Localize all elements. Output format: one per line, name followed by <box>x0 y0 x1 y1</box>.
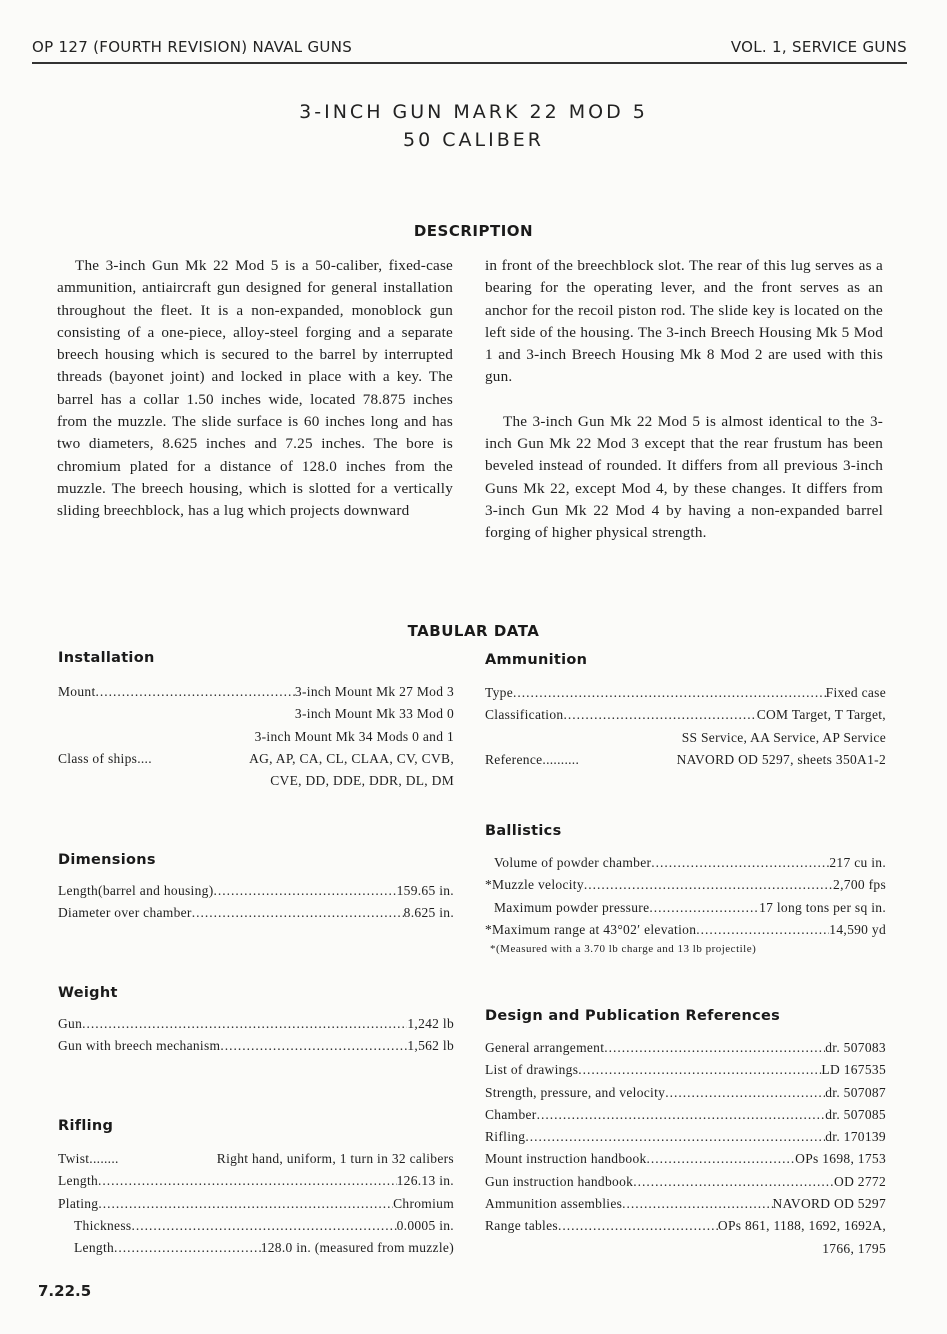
table-row <box>58 681 454 703</box>
row-value: 2,700 fps <box>833 877 886 893</box>
table-row <box>485 1104 886 1126</box>
header-rule <box>32 62 907 64</box>
row-label: Length(barrel and housing) <box>58 883 214 898</box>
row-value: OPs 1698, 1753 <box>795 1151 886 1167</box>
table-row <box>485 749 886 771</box>
table-row <box>58 1193 454 1215</box>
table-row <box>485 852 886 874</box>
table-row <box>485 919 886 941</box>
rifling-table <box>58 1148 454 1259</box>
row-value: NAVORD OD 5297, sheets 350A1-2 <box>676 751 886 767</box>
table-row <box>485 874 886 896</box>
row-label: Gun instruction handbook <box>485 1173 634 1189</box>
table-row <box>485 1193 886 1215</box>
table-row <box>58 1237 454 1259</box>
description-heading: DESCRIPTION <box>413 222 534 240</box>
row-label: List of drawings <box>485 1062 579 1078</box>
tabular-heading: TABULAR DATA <box>407 622 540 640</box>
row-value: NAVORD OD 5297 <box>772 1196 886 1212</box>
row-label: Mount instruction handbook <box>485 1151 647 1167</box>
row-label: *Maximum range at 43°02′ elevation <box>485 921 697 937</box>
table-row <box>485 897 886 919</box>
row-value: LD 167535 <box>821 1062 886 1078</box>
row-label: Chamber <box>485 1106 537 1122</box>
title-line-2: 50 CALIBER <box>403 129 544 151</box>
row-value: dr. 507083 <box>825 1040 886 1055</box>
description-paragraph: in front of the breechblock slot. The rear of this lug serves as a bearing for the operating lever, and the front serves as an anchor for the recoil piston rod. The slide key is located on the left side of the housing. The 3-inch Breech Housing Mk 5 Mod 1 and 3-inch Breech Housing Mk 8 Mod 2 are used with this gun. <box>485 257 883 386</box>
row-value: dr. 507085 <box>825 1106 886 1122</box>
table-row <box>58 748 454 770</box>
table-row <box>485 1171 886 1193</box>
row-value: COM Target, T Target, <box>756 707 886 723</box>
row-label: Classification <box>485 707 564 723</box>
row-label: Strength, pressure, and velocity <box>485 1084 666 1100</box>
row-value: 126.13 in. <box>396 1173 454 1189</box>
header-right: VOL. 1, SERVICE GUNS <box>730 38 907 56</box>
ballistics-heading: Ballistics <box>485 823 562 839</box>
row-label: Class of ships.... <box>58 750 152 766</box>
header-left: OP 127 (FOURTH REVISION) NAVAL GUNS <box>32 38 353 56</box>
table-row <box>58 1215 454 1237</box>
row-value: Chromium <box>393 1195 454 1211</box>
weight-heading: Weight <box>58 985 118 1001</box>
installation-table <box>58 681 454 792</box>
row-label: Length <box>74 1240 115 1256</box>
row-value: AG, AP, CA, CL, CLAA, CV, CVB, <box>249 750 454 766</box>
row-value: 3-inch Mount Mk 27 Mod 3 <box>294 684 454 699</box>
table-row <box>485 1126 886 1148</box>
description-left-column <box>57 255 453 523</box>
description-right-column <box>485 255 883 545</box>
table-row <box>58 1013 454 1035</box>
row-value: dr. 170139 <box>825 1129 886 1145</box>
row-label: *Muzzle velocity <box>485 877 584 893</box>
row-value: Right hand, uniform, 1 turn in 32 calibers <box>216 1151 454 1166</box>
row-label: Reference.......... <box>485 751 580 767</box>
title-line-1: 3-INCH GUN MARK 22 MOD 5 <box>299 101 648 123</box>
row-value: 159.65 in. <box>396 883 454 898</box>
references-table <box>485 1037 886 1260</box>
row-value: OPs 861, 1188, 1692, 1692A, <box>717 1218 886 1234</box>
table-row <box>485 1148 886 1170</box>
table-row <box>485 1082 886 1104</box>
dimensions-table <box>58 880 454 925</box>
row-value: 128.0 in. (measured from muzzle) <box>260 1240 454 1256</box>
row-label: Range tables <box>485 1218 558 1234</box>
references-heading: Design and Publication References <box>485 1008 781 1024</box>
row-label: Rifling <box>485 1129 526 1145</box>
row-label: Plating <box>58 1195 99 1211</box>
ammunition-heading: Ammunition <box>485 652 588 668</box>
running-header <box>32 38 907 60</box>
row-value: 1,242 lb <box>407 1016 454 1031</box>
description-paragraph: The 3-inch Gun Mk 22 Mod 5 is a 50-caliber, fixed-case ammunition, antiaircraft gun designed for general installation throughout the fleet. It is a non-expanded, monoblock gun consisting of a one-piece, alloy-steel forging and a separate breech housing which is secured to the barrel by interrupted threads (bayonet joint) and locked in place with a key. The barrel has a collar 1.50 inches wide, located 78.875 inches from the muzzle. The slide surface is 60 inches long and has two diameters, 8.625 inches and 7.25 inches. The bore is chromium plated for a distance of 128.0 inches from the muzzle. The breech housing, which is slotted for a vertically sliding breechblock, has a lug which projects downward <box>57 257 453 520</box>
row-value: Fixed case <box>825 685 886 700</box>
row-value: 1766, 1795 <box>822 1240 886 1256</box>
ballistics-table <box>485 852 886 957</box>
row-label: Diameter over chamber <box>58 905 192 921</box>
row-label: Gun with breech mechanism <box>58 1038 221 1054</box>
table-row <box>485 682 886 704</box>
table-row <box>485 704 886 726</box>
row-value: 3-inch Mount Mk 33 Mod 0 <box>294 706 454 722</box>
installation-heading: Installation <box>58 650 155 666</box>
table-row <box>58 1170 454 1192</box>
row-label: Mount <box>58 684 96 699</box>
row-value: 1,562 lb <box>407 1038 454 1054</box>
row-value: dr. 507087 <box>825 1084 886 1100</box>
row-label: General arrangement <box>485 1040 605 1055</box>
table-row <box>58 1148 454 1170</box>
description-paragraph: The 3-inch Gun Mk 22 Mod 5 is almost identical to the 3-inch Gun Mk 22 Mod 3 except that the rear frustum has been beveled instead of rounded. It differs from all previous 3-inch Guns Mk 22, except Mod 4, by these changes. It differs from 3-inch Gun Mk 22 Mod 4 by having a non-expanded barrel forging of higher physical strength. <box>485 412 883 542</box>
row-value: 217 cu in. <box>829 855 886 870</box>
table-row <box>58 880 454 902</box>
row-value: 14,590 yd <box>829 921 886 937</box>
table-row <box>485 1215 886 1237</box>
page-number: 7.22.5 <box>38 1282 92 1300</box>
page-title <box>0 98 947 154</box>
row-label: Twist........ <box>58 1151 119 1166</box>
ammunition-table <box>485 682 886 771</box>
row-value: 3-inch Mount Mk 34 Mods 0 and 1 <box>254 728 454 744</box>
row-label: Length <box>58 1173 99 1189</box>
dimensions-heading: Dimensions <box>58 852 156 868</box>
row-label: Ammunition assemblies <box>485 1196 623 1212</box>
table-row <box>485 1059 886 1081</box>
row-label: Maximum powder pressure <box>494 899 650 915</box>
rifling-heading: Rifling <box>58 1118 114 1134</box>
row-value: 8.625 in. <box>403 905 454 921</box>
row-value: 0.0005 in. <box>396 1217 454 1233</box>
row-label: Type <box>485 685 513 700</box>
row-label: Thickness <box>74 1217 132 1233</box>
table-row <box>485 1037 886 1059</box>
ballistics-footnote: *(Measured with a 3.70 lb charge and 13 lb projectile) <box>490 943 757 956</box>
weight-table <box>58 1013 454 1058</box>
table-row <box>58 1035 454 1057</box>
row-label: Volume of powder chamber <box>494 855 652 870</box>
row-value: SS Service, AA Service, AP Service <box>681 729 886 745</box>
row-value: 17 long tons per sq in. <box>759 899 886 915</box>
row-label: Gun <box>58 1016 83 1031</box>
row-value: CVE, DD, DDE, DDR, DL, DM <box>270 773 454 789</box>
row-value: OD 2772 <box>834 1173 886 1189</box>
table-row <box>58 902 454 924</box>
